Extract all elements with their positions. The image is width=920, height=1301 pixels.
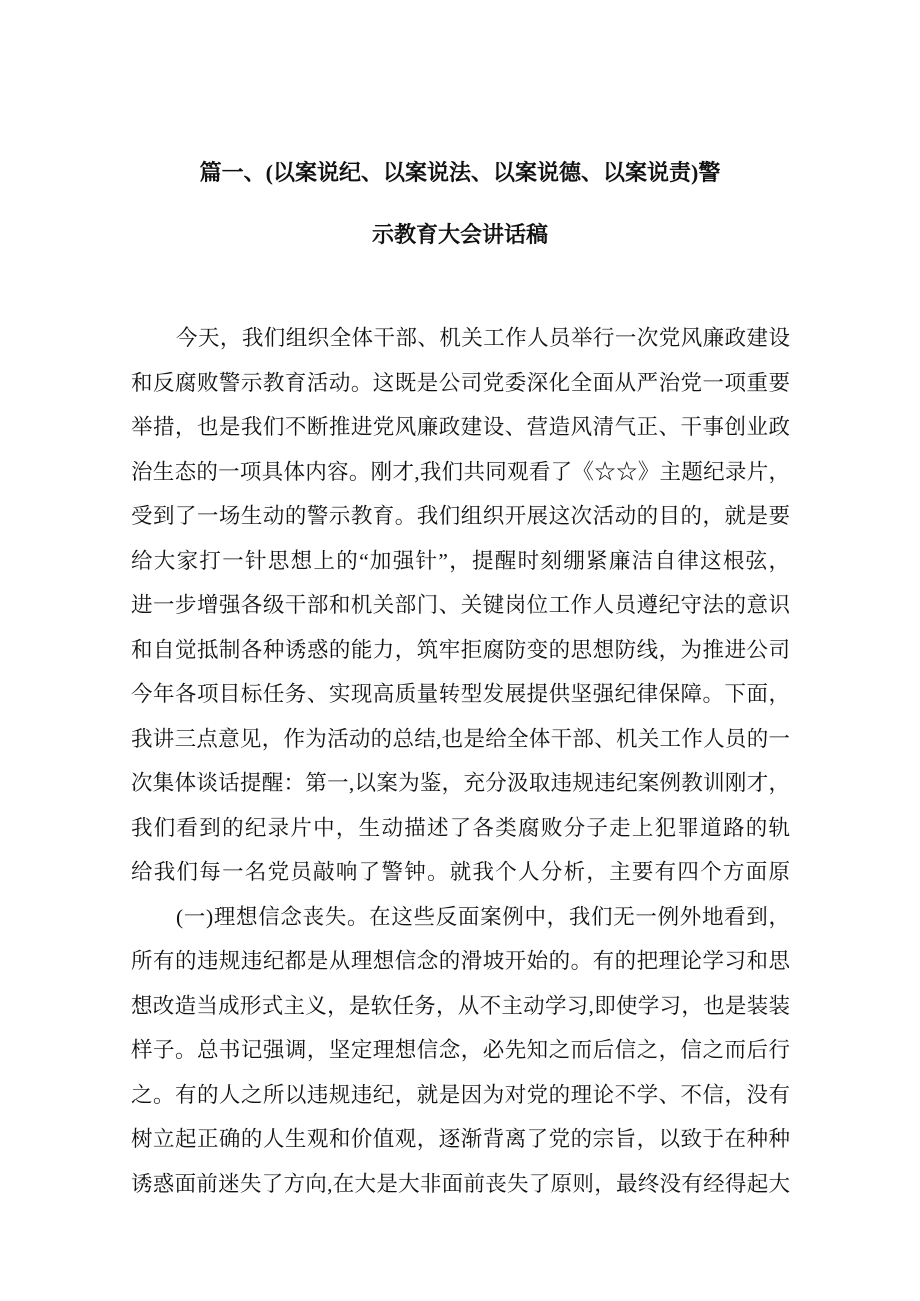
body-line: 进一步增强各级干部和机关部门、关键岗位工作人员遵纪守法的意识 bbox=[131, 593, 790, 617]
body-line: 和反腐败警示教育活动。这既是公司党委深化全面从严治党一项重要 bbox=[131, 370, 790, 395]
body-line: 我讲三点意见，作为活动的总结,也是给全体干部、机关工作人员的一 bbox=[131, 726, 790, 751]
body-line: 样子。总书记强调，坚定理想信念，必先知之而后信之，信之而后行 bbox=[131, 1038, 790, 1062]
body-line: 我们看到的纪录片中，生动描述了各类腐败分子走上犯罪道路的轨 bbox=[131, 815, 790, 840]
body-line: (一)理想信念丧失。在这些反面案例中，我们无一例外地看到， bbox=[176, 904, 790, 929]
body-line: 受到了一场生动的警示教育。我们组织开展这次活动的目的，就是要 bbox=[131, 504, 790, 528]
body-line: 举措，也是我们不断推进党风廉政建设、营造风清气正、干事创业政 bbox=[131, 415, 790, 439]
document-title-line-1: 篇一、(以案说纪、以案说法、以案说德、以案说责)警 bbox=[199, 160, 721, 185]
body-line: 治生态的一项具体内容。刚才,我们共同观看了《☆☆》主题纪录片， bbox=[131, 459, 790, 484]
body-line: 想改造当成形式主义，是软任务，从不主动学习,即使学习，也是装装 bbox=[131, 993, 790, 1018]
body-line: 诱惑面前迷失了方向,在大是大非面前丧失了原则，最终没有经得起大 bbox=[131, 1171, 790, 1196]
body-line: 之。有的人之所以违规违纪，就是因为对党的理论不学、不信，没有 bbox=[131, 1082, 790, 1107]
body-line: 给我们每一名党员敲响了警钟。就我个人分析，主要有四个方面原 bbox=[131, 860, 790, 884]
body-line: 次集体谈话提醒：第一,以案为鉴，充分汲取违规违纪案例教训刚才， bbox=[131, 771, 790, 795]
document-title-line-2: 示教育大会讲话稿 bbox=[371, 222, 548, 247]
body-line: 和自觉抵制各种诱惑的能力，筑牢拒腐防变的思想防线，为推进公司 bbox=[131, 637, 790, 662]
body-line: 所有的违规违纪都是从理想信念的滑坡开始的。有的把理论学习和思 bbox=[131, 949, 790, 973]
document-body bbox=[131, 316, 790, 1206]
paragraph-intro bbox=[131, 316, 790, 895]
body-line: 今天，我们组织全体干部、机关工作人员举行一次党风廉政建设 bbox=[176, 326, 790, 350]
body-line: 今年各项目标任务、实现高质量转型发展提供坚强纪律保障。下面， bbox=[131, 682, 790, 706]
body-line: 树立起正确的人生观和价值观，逐渐背离了党的宗旨，以致于在种种 bbox=[131, 1127, 790, 1151]
paragraph-ideals bbox=[131, 895, 790, 1207]
body-line: 给大家打一针思想上的“加强针”，提醒时刻绷紧廉洁自律这根弦， bbox=[131, 548, 790, 573]
